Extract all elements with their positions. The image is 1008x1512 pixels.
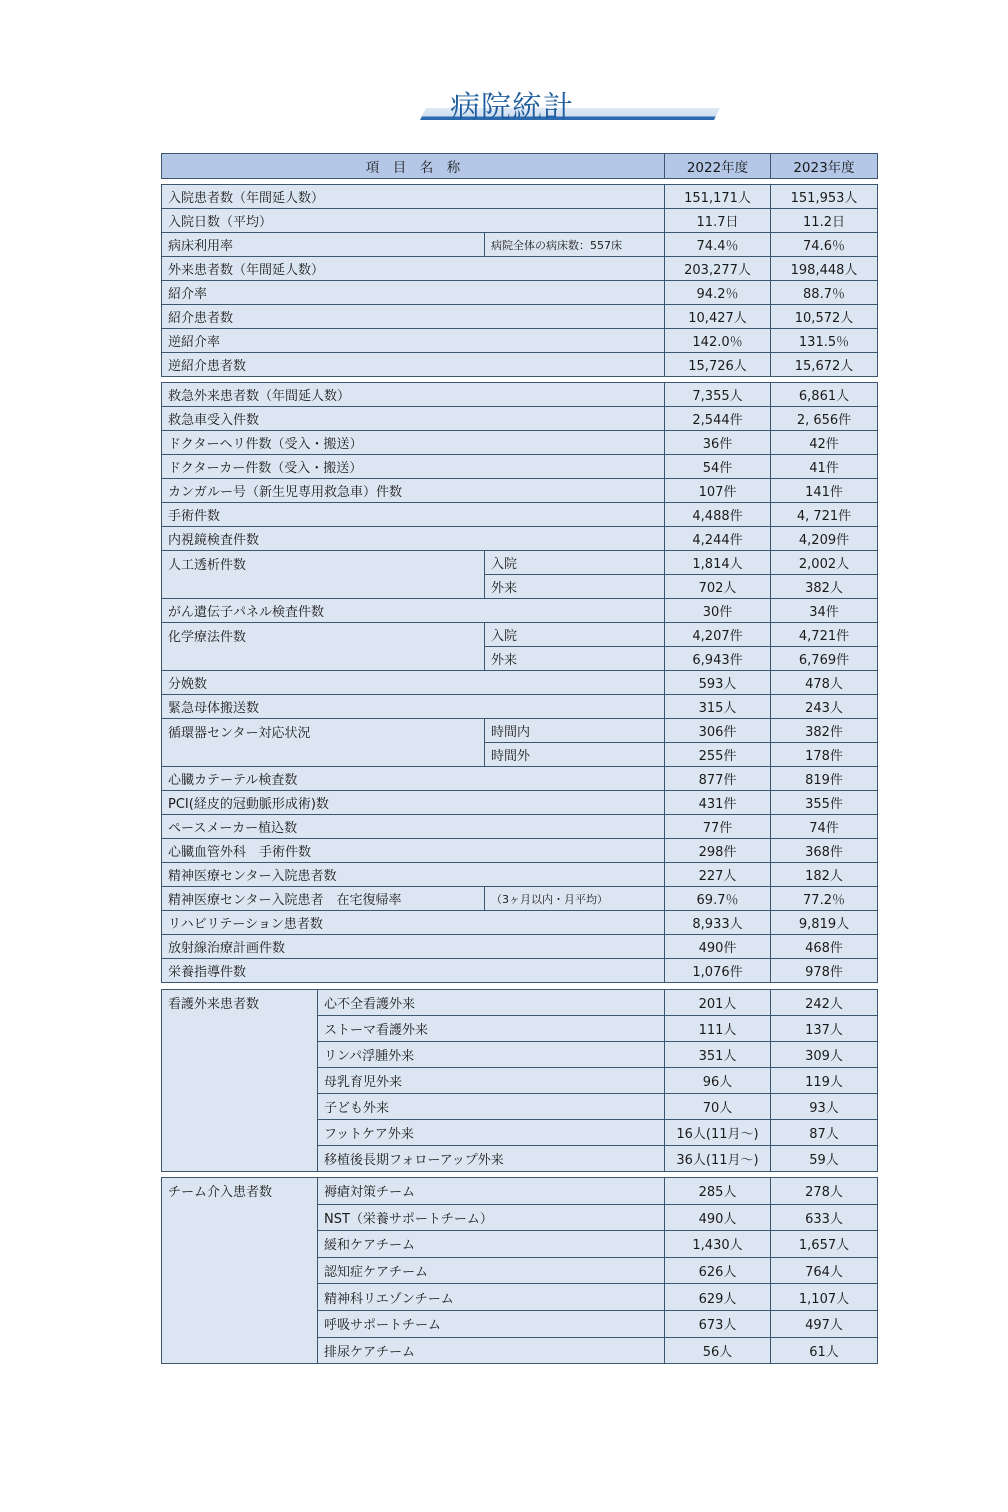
table-row — [162, 815, 878, 839]
group-label: 看護外来患者数 — [162, 990, 318, 1172]
value-2022: 15,726人 — [665, 353, 771, 377]
table-row — [162, 911, 878, 935]
value-2022: 2,544件 — [665, 407, 771, 431]
value-2022: 702人 — [665, 575, 771, 599]
value-2023: 278人 — [771, 1178, 878, 1205]
value-2023: 6,861人 — [771, 383, 878, 407]
value-2022: 1,076件 — [665, 959, 771, 983]
header-year-2022: 2022年度 — [665, 154, 771, 179]
value-2022: 1,814人 — [665, 551, 771, 575]
row-sub-label: 外来 — [485, 575, 665, 599]
value-2022: 255件 — [665, 743, 771, 767]
section-nursing-outpatient — [161, 989, 878, 1172]
row-label: 分娩数 — [162, 671, 665, 695]
row-label: ペースメーカー植込数 — [162, 815, 665, 839]
row-sub-label: フットケア外来 — [318, 1120, 665, 1146]
table-row — [162, 407, 878, 431]
value-2022: 6,943件 — [665, 647, 771, 671]
row-note: （3ヶ月以内・月平均） — [485, 887, 665, 911]
page-title: 病院統計 — [450, 90, 574, 125]
table-row — [162, 839, 878, 863]
value-2022: 7,355人 — [665, 383, 771, 407]
value-2022: 298件 — [665, 839, 771, 863]
value-2023: 87人 — [771, 1120, 878, 1146]
row-label: 救急車受入件数 — [162, 407, 665, 431]
value-2022: 351人 — [665, 1042, 771, 1068]
value-2022: 4,244件 — [665, 527, 771, 551]
value-2023: 93人 — [771, 1094, 878, 1120]
value-2022: 16人(11月～) — [665, 1120, 771, 1146]
row-sub-label: 時間外 — [485, 743, 665, 767]
table-row — [162, 479, 878, 503]
row-label: 放射線治療計画件数 — [162, 935, 665, 959]
value-2022: 77件 — [665, 815, 771, 839]
row-sub-label: 認知症ケアチーム — [318, 1257, 665, 1284]
value-2022: 70人 — [665, 1094, 771, 1120]
value-2022: 30件 — [665, 599, 771, 623]
value-2022: 490人 — [665, 1204, 771, 1231]
value-2023: 178件 — [771, 743, 878, 767]
table-row — [162, 185, 878, 209]
value-2023: 4,721件 — [771, 623, 878, 647]
value-2023: 77.2％ — [771, 887, 878, 911]
value-2022: 4,488件 — [665, 503, 771, 527]
value-2022: 94.2％ — [665, 281, 771, 305]
table-row — [162, 791, 878, 815]
value-2022: 593人 — [665, 671, 771, 695]
value-2022: 56人 — [665, 1337, 771, 1364]
value-2023: 15,672人 — [771, 353, 878, 377]
value-2023: 368件 — [771, 839, 878, 863]
value-2022: 629人 — [665, 1284, 771, 1311]
row-label: 心臓カテーテル検査数 — [162, 767, 665, 791]
row-sub-label: 排尿ケアチーム — [318, 1337, 665, 1364]
value-2023: 88.7％ — [771, 281, 878, 305]
row-label: 内視鏡検査件数 — [162, 527, 665, 551]
header-item-name: 項 目 名 称 — [162, 154, 665, 179]
table-row — [162, 455, 878, 479]
row-label: 救急外来患者数（年間延人数） — [162, 383, 665, 407]
table-row — [162, 695, 878, 719]
value-2023: 309人 — [771, 1042, 878, 1068]
value-2023: 198,448人 — [771, 257, 878, 281]
value-2023: 355件 — [771, 791, 878, 815]
value-2022: 431件 — [665, 791, 771, 815]
value-2023: 42件 — [771, 431, 878, 455]
table-row — [162, 233, 878, 257]
value-2023: 978件 — [771, 959, 878, 983]
value-2023: 151,953人 — [771, 185, 878, 209]
value-2023: 633人 — [771, 1204, 878, 1231]
row-label: 外来患者数（年間延人数） — [162, 257, 665, 281]
table-row — [162, 599, 878, 623]
table-row — [162, 959, 878, 983]
value-2022: 203,277人 — [665, 257, 771, 281]
value-2022: 10,427人 — [665, 305, 771, 329]
value-2023: 10,572人 — [771, 305, 878, 329]
value-2022: 96人 — [665, 1068, 771, 1094]
value-2022: 306件 — [665, 719, 771, 743]
value-2023: 141件 — [771, 479, 878, 503]
table-row — [162, 623, 878, 647]
row-sub-label: 移植後長期フォローアップ外来 — [318, 1146, 665, 1172]
row-label: ドクターカー件数（受入・搬送） — [162, 455, 665, 479]
value-2023: 2, 656件 — [771, 407, 878, 431]
value-2023: 11.2日 — [771, 209, 878, 233]
value-2022: 1,430人 — [665, 1231, 771, 1258]
row-label: 精神医療センター入院患者 在宅復帰率 — [162, 887, 485, 911]
row-sub-label: 入院 — [485, 551, 665, 575]
value-2022: 111人 — [665, 1016, 771, 1042]
value-2023: 61人 — [771, 1337, 878, 1364]
value-2022: 877件 — [665, 767, 771, 791]
value-2023: 182人 — [771, 863, 878, 887]
row-label: 紹介率 — [162, 281, 665, 305]
value-2023: 137人 — [771, 1016, 878, 1042]
value-2022: 201人 — [665, 990, 771, 1016]
row-sub-label: 褥瘡対策チーム — [318, 1178, 665, 1205]
table-row — [162, 935, 878, 959]
row-label: がん遺伝子パネル検査件数 — [162, 599, 665, 623]
value-2023: 819件 — [771, 767, 878, 791]
value-2022: 74.4％ — [665, 233, 771, 257]
row-label: 循環器センター対応状況 — [162, 719, 485, 767]
value-2022: 490件 — [665, 935, 771, 959]
value-2023: 382件 — [771, 719, 878, 743]
table-row — [162, 257, 878, 281]
row-label: 栄養指導件数 — [162, 959, 665, 983]
table-row — [162, 887, 878, 911]
value-2023: 1,107人 — [771, 1284, 878, 1311]
row-label: 緊急母体搬送数 — [162, 695, 665, 719]
value-2023: 9,819人 — [771, 911, 878, 935]
row-sub-label: 心不全看護外来 — [318, 990, 665, 1016]
value-2023: 131.5％ — [771, 329, 878, 353]
header-year-2023: 2023年度 — [771, 154, 878, 179]
row-label: 化学療法件数 — [162, 623, 485, 671]
row-sub-label: ストーマ看護外来 — [318, 1016, 665, 1042]
value-2023: 34件 — [771, 599, 878, 623]
page-title-block — [420, 78, 720, 125]
value-2022: 151,171人 — [665, 185, 771, 209]
value-2023: 6,769件 — [771, 647, 878, 671]
row-sub-label: 母乳育児外来 — [318, 1068, 665, 1094]
value-2022: 11.7日 — [665, 209, 771, 233]
value-2023: 478人 — [771, 671, 878, 695]
row-label: 人工透析件数 — [162, 551, 485, 599]
row-label: カンガルー号（新生児専用救急車）件数 — [162, 479, 665, 503]
value-2023: 4, 721件 — [771, 503, 878, 527]
value-2022: 626人 — [665, 1257, 771, 1284]
row-label: 精神医療センター入院患者数 — [162, 863, 665, 887]
table-row — [162, 305, 878, 329]
section-medical-activity — [161, 382, 878, 983]
table-row — [162, 383, 878, 407]
value-2023: 74.6％ — [771, 233, 878, 257]
value-2023: 4,209件 — [771, 527, 878, 551]
row-sub-label: 呼吸サポートチーム — [318, 1310, 665, 1337]
row-sub-label: 子ども外来 — [318, 1094, 665, 1120]
row-label: 紹介患者数 — [162, 305, 665, 329]
value-2023: 74件 — [771, 815, 878, 839]
value-2022: 315人 — [665, 695, 771, 719]
value-2022: 107件 — [665, 479, 771, 503]
table-row — [162, 209, 878, 233]
value-2023: 119人 — [771, 1068, 878, 1094]
value-2022: 54件 — [665, 455, 771, 479]
row-sub-label: 外来 — [485, 647, 665, 671]
row-label: リハビリテーション患者数 — [162, 911, 665, 935]
value-2022: 673人 — [665, 1310, 771, 1337]
value-2022: 8,933人 — [665, 911, 771, 935]
value-2023: 242人 — [771, 990, 878, 1016]
value-2022: 69.7％ — [665, 887, 771, 911]
value-2023: 41件 — [771, 455, 878, 479]
row-sub-label: 時間内 — [485, 719, 665, 743]
value-2023: 1,657人 — [771, 1231, 878, 1258]
row-sub-label: NST（栄養サポートチーム） — [318, 1204, 665, 1231]
table-row — [162, 527, 878, 551]
value-2022: 36件 — [665, 431, 771, 455]
value-2023: 59人 — [771, 1146, 878, 1172]
table-row — [162, 329, 878, 353]
value-2022: 4,207件 — [665, 623, 771, 647]
table-row — [162, 281, 878, 305]
table-row — [162, 353, 878, 377]
value-2023: 468件 — [771, 935, 878, 959]
row-label: 逆紹介患者数 — [162, 353, 665, 377]
value-2023: 764人 — [771, 1257, 878, 1284]
table-row — [162, 863, 878, 887]
value-2022: 36人(11月～) — [665, 1146, 771, 1172]
value-2023: 497人 — [771, 1310, 878, 1337]
row-label: 病床利用率 — [162, 233, 485, 257]
row-sub-label: 精神科リエゾンチーム — [318, 1284, 665, 1311]
row-label: 心臓血管外科 手術件数 — [162, 839, 665, 863]
value-2022: 142.0％ — [665, 329, 771, 353]
value-2022: 285人 — [665, 1178, 771, 1205]
group-label: チーム介入患者数 — [162, 1178, 318, 1364]
value-2022: 227人 — [665, 863, 771, 887]
row-sub-label: 入院 — [485, 623, 665, 647]
section-inpatient-outpatient — [161, 184, 878, 377]
header-table — [161, 153, 878, 179]
table-row — [162, 503, 878, 527]
value-2023: 243人 — [771, 695, 878, 719]
table-row — [162, 671, 878, 695]
value-2023: 382人 — [771, 575, 878, 599]
row-label: 入院患者数（年間延人数） — [162, 185, 665, 209]
row-label: 手術件数 — [162, 503, 665, 527]
table-row — [162, 1178, 878, 1205]
value-2023: 2,002人 — [771, 551, 878, 575]
row-label: ドクターヘリ件数（受入・搬送） — [162, 431, 665, 455]
row-label: 入院日数（平均） — [162, 209, 665, 233]
row-note: 病院全体の病床数：557床 — [485, 233, 665, 257]
row-sub-label: リンパ浮腫外来 — [318, 1042, 665, 1068]
table-row — [162, 767, 878, 791]
row-label: 逆紹介率 — [162, 329, 665, 353]
table-row — [162, 431, 878, 455]
section-team-intervention — [161, 1177, 878, 1364]
row-sub-label: 緩和ケアチーム — [318, 1231, 665, 1258]
row-label: PCI(経皮的冠動脈形成術)数 — [162, 791, 665, 815]
table-row — [162, 719, 878, 743]
table-row — [162, 551, 878, 575]
table-row — [162, 990, 878, 1016]
